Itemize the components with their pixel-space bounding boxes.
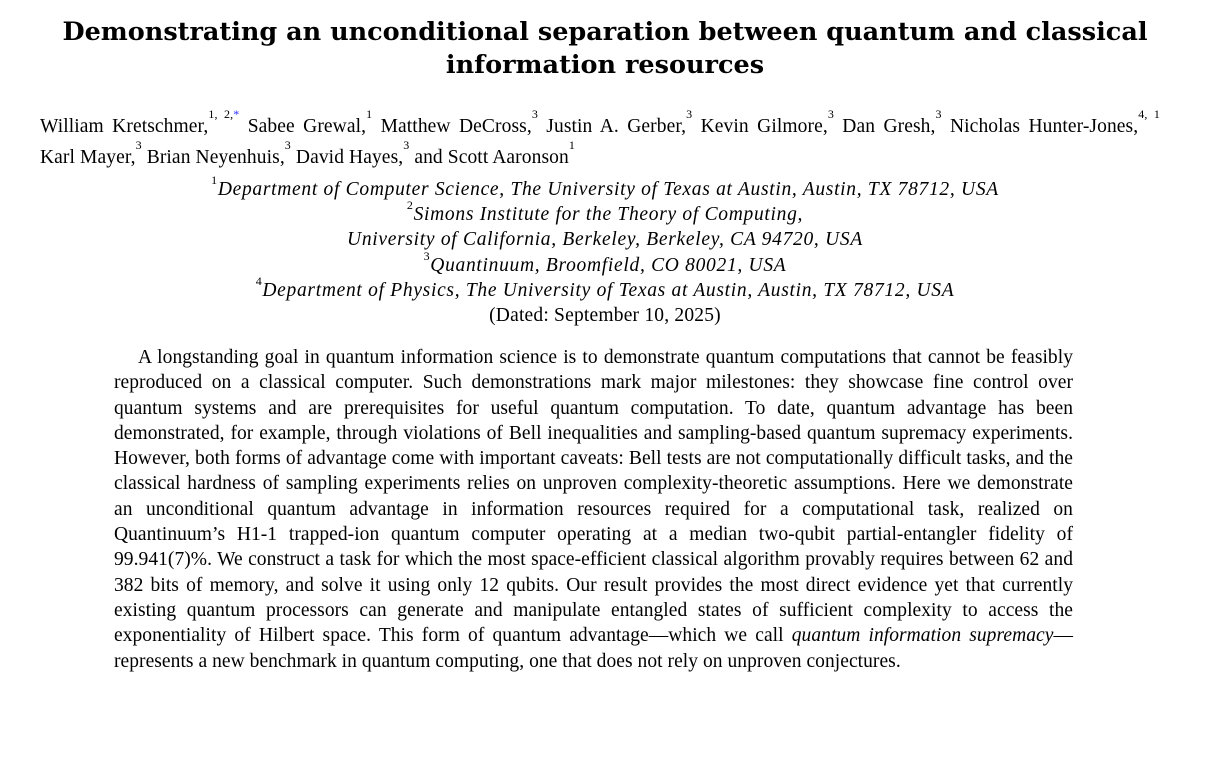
affil-number: 1 bbox=[211, 173, 218, 187]
author: William Kretschmer,$^{1, 2,*}$ bbox=[40, 107, 240, 137]
author-list bbox=[40, 107, 1161, 173]
affil-mark: 3 bbox=[935, 107, 942, 121]
author: Matthew DeCross,$^3$ bbox=[380, 107, 538, 137]
affil-mark: 1 bbox=[568, 138, 575, 152]
abstract-text: A longstanding goal in quantum information science is to demonstrate quantum computations that cannot be feasibly reproduced on a classical computer. Such demonstrations mark major milestones: they showcase fine control over quantum systems and are prerequisites for useful quantum computation. To date, quantum advantage has been demonstrated, for example, through violations of Bell inequalities and sampling-based quantum supremacy experiments. However, both forms of advantage come with important caveats: Bell tests are not computationally difficult tasks, and the classical hardness of sampling experiments relies on unproven complexity-theoretic assumptions. Here we demonstrate an unconditional quantum advantage in information resources required for a computational task, realized on Quantinuum’s H1-1 trapped-ion quantum computer operating at a median two-qubit partial-entangler fidelity of 99.941(7)%. We construct a task for which the most space-efficient classical algorithm provably requires between 62 and 382 bits of memory, and solve it using only 12 qubits. Our result provides the most direct evidence yet that currently existing quantum processors can generate and manipulate entangled states of sufficient complexity to access the exponentiality of Hilbert space. This form of quantum advantage—which we call bbox=[114, 347, 1073, 647]
affil-number: 3 bbox=[423, 248, 431, 263]
author: Dan Gresh,$^3$ bbox=[842, 107, 942, 137]
abstract bbox=[114, 345, 1073, 674]
affiliation-2-line-2: University of California, Berkeley, Berkeley, CA 94720, USA bbox=[347, 229, 863, 251]
corresponding-author-link[interactable]: * bbox=[233, 107, 240, 121]
affiliations bbox=[20, 173, 1190, 328]
affil-mark: 3 bbox=[686, 107, 693, 121]
affil-mark: 3 bbox=[531, 107, 538, 121]
author: Justin A. Gerber,$^3$ bbox=[546, 107, 693, 137]
author: David Hayes,$^3$ bbox=[295, 138, 410, 168]
abstract-text-end: —represents a new benchmark in quantum computing, one that does not rely on unproven conjectures. bbox=[114, 625, 1074, 672]
author: Karl Mayer,$^3$ bbox=[40, 138, 142, 168]
affil-mark: 3 bbox=[827, 107, 834, 121]
dated-line: (Dated: September 10, 2025) bbox=[489, 305, 721, 327]
abstract-emphasis: quantum information supremacy bbox=[791, 625, 1054, 647]
affil-mark: 3 bbox=[284, 138, 291, 152]
affil-mark: 4, 1 bbox=[1138, 107, 1161, 121]
author: Kevin Gilmore,$^3$ bbox=[700, 107, 834, 137]
affil-mark: 3 bbox=[135, 138, 142, 152]
affiliation-1: $^1$Department of Computer Science, The University of Texas at Austin, Austin, TX 78712, USA bbox=[211, 173, 999, 200]
author: and Scott Aaronson$^1$ bbox=[414, 138, 575, 168]
affil-number: 2 bbox=[406, 198, 414, 213]
paper-title: Demonstrating an unconditional separation between quantum and classical information resources bbox=[62, 17, 1148, 80]
affil-mark: 1, 2,* bbox=[208, 107, 240, 121]
author: Sabee Grewal,$^1$ bbox=[247, 107, 373, 137]
author: Brian Neyenhuis,$^3$ bbox=[146, 138, 291, 168]
affil-mark: 3 bbox=[403, 138, 410, 152]
affiliation-4: $^4$Department of Physics, The University of Texas at Austin, Austin, TX 78712, USA bbox=[255, 273, 955, 301]
affiliation-3: $^3$Quantinuum, Broomfield, CO 80021, USA bbox=[423, 248, 787, 276]
affil-mark: 1 bbox=[366, 107, 373, 121]
affil-number: 4 bbox=[255, 273, 263, 288]
affiliation-2: $^2$Simons Institute for the Theory of Computing, bbox=[406, 198, 804, 226]
author: Nicholas Hunter-Jones,$^{4, 1}$ bbox=[949, 107, 1161, 137]
